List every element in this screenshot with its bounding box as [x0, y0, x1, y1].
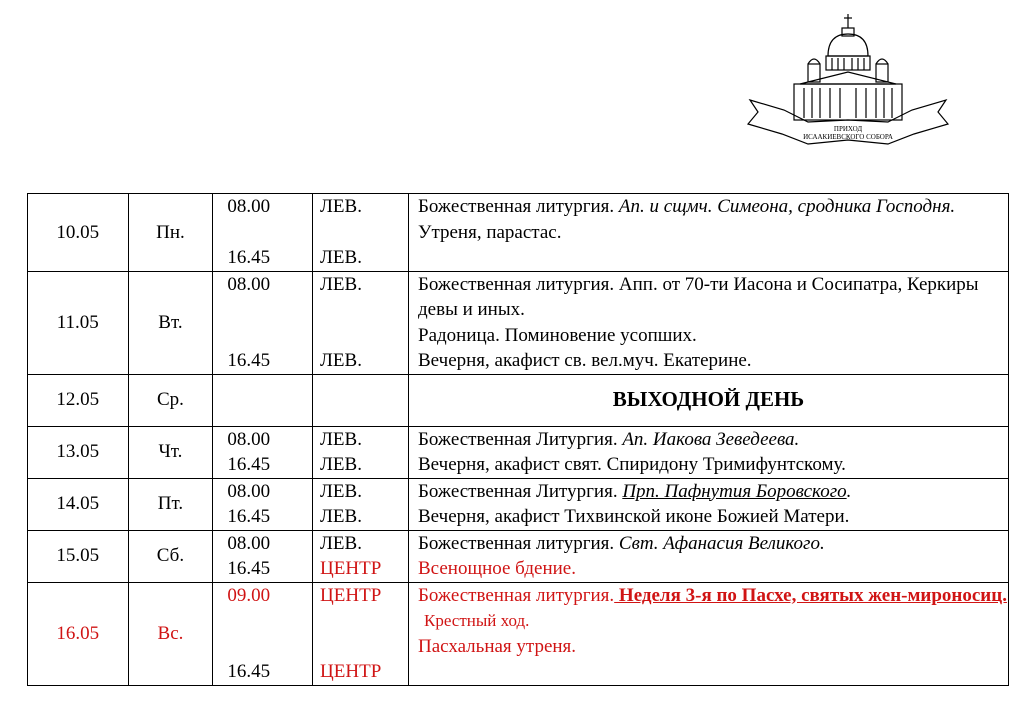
row-day: Сб. [128, 530, 213, 582]
service-place: ЛЕВ. [320, 532, 362, 554]
schedule-table [27, 193, 1009, 686]
service-place: ЛЕВ. [320, 428, 362, 450]
row-date: 15.05 [28, 530, 129, 582]
service-time: 16.45 [227, 506, 271, 527]
service-time: 08.00 [227, 196, 271, 217]
table-row [28, 478, 1009, 530]
table-row [28, 530, 1009, 582]
row-day: Ср. [128, 374, 213, 426]
logo-text-top: ПРИХОД [833, 125, 863, 133]
service-description: Божественная литургия. Свт. Афанасия Великого. [418, 532, 825, 554]
service-description: Утреня, парастас. [418, 221, 562, 243]
service-time: 08.00 [227, 532, 271, 554]
day-off-label: ВЫХОДНОЙ ДЕНЬ [409, 374, 1009, 426]
table-row [28, 271, 1009, 374]
service-place: ЛЕВ. [320, 196, 362, 217]
row-day: Пт. [128, 478, 213, 530]
table-row [28, 582, 1009, 685]
service-place: ЦЕНТР [320, 584, 382, 606]
service-description: Божественная литургия. Ап. и сщмч. Симеона, сродника Господня. [418, 196, 956, 217]
service-place: ЛЕВ. [320, 247, 362, 268]
service-place: ЦЕНТР [320, 661, 382, 682]
service-time: 16.45 [227, 558, 271, 579]
service-time: 09.00 [227, 584, 271, 606]
service-place: ЛЕВ. [320, 454, 362, 475]
service-time: 08.00 [227, 273, 271, 295]
row-date: 12.05 [28, 374, 129, 426]
service-description: Пасхальная утреня. [418, 635, 577, 657]
service-time: 16.45 [227, 661, 271, 682]
service-time: 16.45 [227, 454, 271, 475]
logo-text-bottom: ИСААКИЕВСКОГО СОБОРА [803, 133, 893, 141]
service-place: ЛЕВ. [320, 350, 362, 371]
row-date: 13.05 [28, 426, 129, 478]
service-note: Радоница. Поминовение усопших. [418, 324, 697, 346]
row-day: Пн. [128, 194, 213, 272]
service-time: 08.00 [227, 480, 271, 502]
row-day: Вс. [128, 582, 213, 685]
table-row [28, 426, 1009, 478]
row-date: 14.05 [28, 478, 129, 530]
service-description: Божественная Литургия. Прп. Пафнутия Боровского. [418, 480, 852, 502]
service-description: Вечерня, акафист свят. Спиридону Тримифунтскому. [418, 454, 846, 475]
service-description: Всенощное бдение. [418, 558, 576, 579]
cathedral-logo [738, 8, 958, 168]
service-time: 16.45 [227, 247, 271, 268]
row-date: 16.05 [28, 582, 129, 685]
table-row [28, 374, 1009, 426]
service-time: 08.00 [227, 428, 271, 450]
service-note: Крестный ход. [424, 611, 530, 630]
service-description: Вечерня, акафист Тихвинской иконе Божией Матери. [418, 506, 850, 527]
service-description: Божественная Литургия. Ап. Иакова Зеведеева. [418, 428, 800, 450]
service-place: ЛЕВ. [320, 506, 362, 527]
row-date: 10.05 [28, 194, 129, 272]
service-place: ЛЕВ. [320, 480, 362, 502]
row-day: Вт. [128, 271, 213, 374]
service-description: Божественная литургия. Неделя 3-я по Пасхе, святых жен-мироносиц. [418, 584, 1007, 606]
service-place: ЛЕВ. [320, 273, 362, 295]
service-description: Божественная литургия. Апп. от 70-ти Иасона и Сосипатра, Керкиры девы и иных. [418, 273, 979, 320]
table-row [28, 194, 1009, 272]
row-date: 11.05 [28, 271, 129, 374]
service-description: Вечерня, акафист св. вел.муч. Екатерине. [418, 350, 752, 371]
service-place: ЦЕНТР [320, 558, 382, 579]
row-day: Чт. [128, 426, 213, 478]
service-time: 16.45 [227, 350, 271, 371]
